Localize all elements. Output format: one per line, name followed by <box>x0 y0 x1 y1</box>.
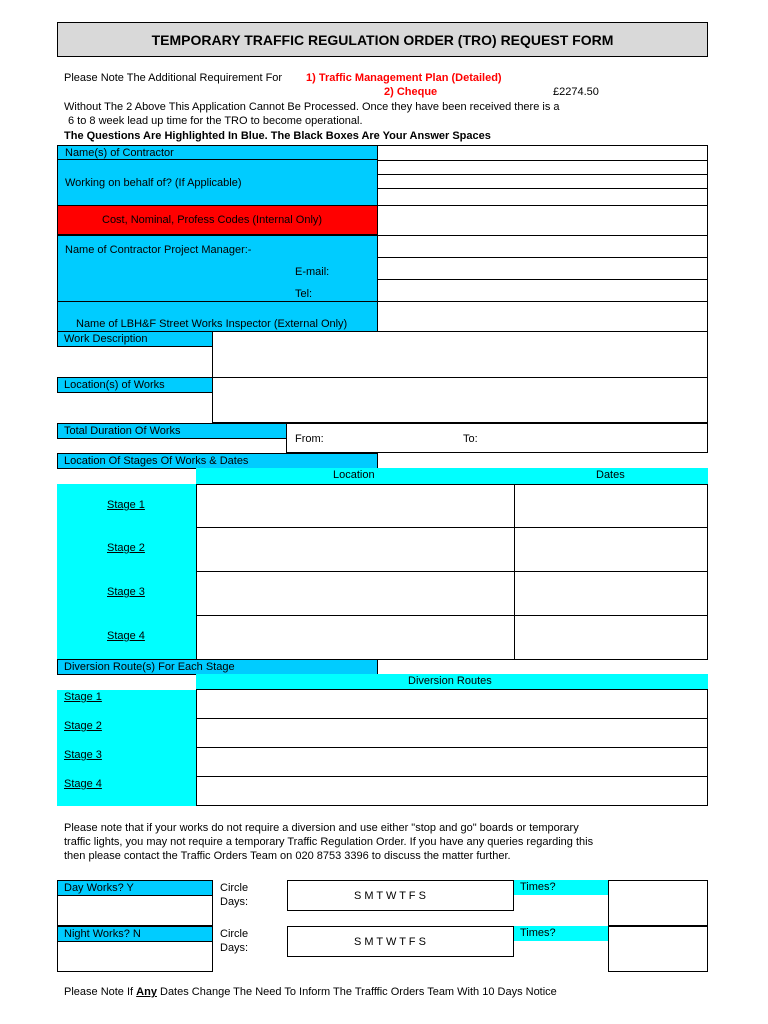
diversion-label: Diversion Route(s) For Each Stage <box>64 661 235 673</box>
tel-answer[interactable] <box>377 279 708 302</box>
note-amount: £2274.50 <box>553 86 599 98</box>
night-works-label-cell <box>57 926 213 942</box>
cost-codes-label: Cost, Nominal, Profess Codes (Internal Only) <box>102 214 323 226</box>
day-times-label: Times? <box>520 881 556 893</box>
day-days-selector[interactable] <box>287 880 514 911</box>
stage-label-3: Stage 3 <box>107 586 145 598</box>
stage-1-location-answer[interactable] <box>196 484 515 528</box>
diversion-stage-4-answer[interactable] <box>196 776 708 806</box>
contractor-answer[interactable] <box>377 145 708 161</box>
diversion-stage-3-answer[interactable] <box>196 747 708 777</box>
diversion-label-cell <box>57 659 378 675</box>
day-works-label-cell <box>57 880 213 896</box>
work-description-label-cell <box>57 331 213 347</box>
title-banner <box>57 22 708 57</box>
diversion-note-line-3: then please contact the Traffic Orders Team on 020 8753 3396 to discuss the matter further. <box>64 850 511 862</box>
night-works-answer[interactable] <box>57 941 213 972</box>
diversion-stage-label-1: Stage 1 <box>64 691 102 703</box>
to-label: To: <box>463 433 478 445</box>
stage-3-location-answer[interactable] <box>196 571 515 616</box>
from-label: From: <box>295 433 324 445</box>
stage-label-2: Stage 2 <box>107 542 145 554</box>
tel-label: Tel: <box>295 288 313 300</box>
stages-col-dates: Dates <box>596 469 625 481</box>
inspector-label: Name of LBH&F Street Works Inspector (External Only) <box>76 318 348 330</box>
project-manager-label-cell <box>57 235 378 302</box>
diversion-stage-label-4: Stage 4 <box>64 778 102 790</box>
footer-prefix: Please Note If <box>64 986 134 998</box>
night-days-selector[interactable] <box>287 926 514 957</box>
cost-codes-answer[interactable] <box>377 205 708 236</box>
duration-answer[interactable] <box>286 423 708 453</box>
day-circle-label: Circle <box>220 882 249 894</box>
contractor-label-cell <box>57 145 378 160</box>
footer-note <box>64 986 557 998</box>
stage-2-dates-answer[interactable] <box>514 527 708 572</box>
day-times-answer[interactable] <box>608 880 708 926</box>
contractor-input[interactable] <box>378 146 707 160</box>
behalf-answer-2[interactable] <box>377 174 708 189</box>
night-days-letters: S M T W T F S <box>354 936 426 948</box>
stage-4-dates-answer[interactable] <box>514 615 708 660</box>
night-times-label: Times? <box>520 927 556 939</box>
note-instructions: The Questions Are Highlighted In Blue. The Black Boxes Are Your Answer Spaces <box>64 130 491 142</box>
locations-answer[interactable] <box>212 377 708 423</box>
behalf-label: Working on behalf of? (If Applicable) <box>65 177 242 189</box>
note-req1: 1) Traffic Management Plan (Detailed) <box>306 72 502 84</box>
diversion-stage-1-answer[interactable] <box>196 689 708 719</box>
project-manager-label: Name of Contractor Project Manager:- <box>65 244 252 256</box>
stage-3-dates-answer[interactable] <box>514 571 708 616</box>
diversion-stage-2-answer[interactable] <box>196 718 708 748</box>
stage-locations-label: Location Of Stages Of Works & Dates <box>64 455 249 467</box>
stage-1-dates-answer[interactable] <box>514 484 708 528</box>
behalf-answer-3[interactable] <box>377 188 708 206</box>
night-times-answer[interactable] <box>608 926 708 972</box>
duration-label-cell <box>57 423 287 439</box>
stage-label-4: Stage 4 <box>107 630 145 642</box>
project-manager-answer[interactable] <box>377 235 708 258</box>
night-circle-label: Circle <box>220 928 249 940</box>
inspector-answer[interactable] <box>377 301 708 332</box>
stage-label-1: Stage 1 <box>107 499 145 511</box>
locations-label-cell <box>57 377 213 393</box>
stages-col-location: Location <box>333 469 375 481</box>
diversion-col: Diversion Routes <box>408 675 492 687</box>
footer-suffix: Dates Change The Need To Inform The Trafffic Orders Team With 10 Days Notice <box>160 986 557 998</box>
contractor-label: Name(s) of Contractor <box>65 147 174 159</box>
diversion-note-line-2: traffic lights, you may not require a temporary Traffic Regulation Order. If you have any queries regarding this <box>64 836 594 848</box>
work-description-answer[interactable] <box>212 331 708 378</box>
diversion-stage-label-3: Stage 3 <box>64 749 102 761</box>
email-label: E-mail: <box>295 266 330 278</box>
email-answer[interactable] <box>377 257 708 280</box>
note-line3: 6 to 8 week lead up time for the TRO to become operational. <box>68 115 363 127</box>
diversion-stage-label-2: Stage 2 <box>64 720 102 732</box>
stage-2-location-answer[interactable] <box>196 527 515 572</box>
duration-label: Total Duration Of Works <box>64 425 181 437</box>
stage-locations-label-cell <box>57 453 378 469</box>
day-works-label: Day Works? Y <box>64 882 134 894</box>
stages-header-row <box>196 468 708 484</box>
stage-4-location-answer[interactable] <box>196 615 515 660</box>
work-description-label: Work Description <box>64 333 148 345</box>
behalf-label-cell <box>57 159 378 206</box>
day-days-letters: S M T W T F S <box>354 890 426 902</box>
diversion-note-line-1: Please note that if your works do not require a diversion and use either "stop and go" boards or temporary <box>64 822 579 834</box>
locations-label: Location(s) of Works <box>64 379 165 391</box>
night-times-label-cell <box>514 926 608 941</box>
day-days-label: Days: <box>220 896 249 908</box>
note-req2: 2) Cheque <box>384 86 438 98</box>
cost-codes-label-cell <box>57 205 378 235</box>
day-works-answer[interactable] <box>57 895 213 926</box>
page-title: TEMPORARY TRAFFIC REGULATION ORDER (TRO) REQUEST FORM <box>151 31 614 48</box>
footer-emphasis: Any <box>136 986 157 998</box>
note-line2: Without The 2 Above This Application Cannot Be Processed. Once they have been received there is a <box>64 101 560 113</box>
note-prefix: Please Note The Additional Requirement For <box>64 72 283 84</box>
diversion-header-row <box>196 674 708 690</box>
night-days-label: Days: <box>220 942 249 954</box>
behalf-answer-1[interactable] <box>377 160 708 175</box>
inspector-label-cell <box>57 301 378 332</box>
day-times-label-cell <box>514 880 608 895</box>
night-works-label: Night Works? N <box>64 928 141 940</box>
